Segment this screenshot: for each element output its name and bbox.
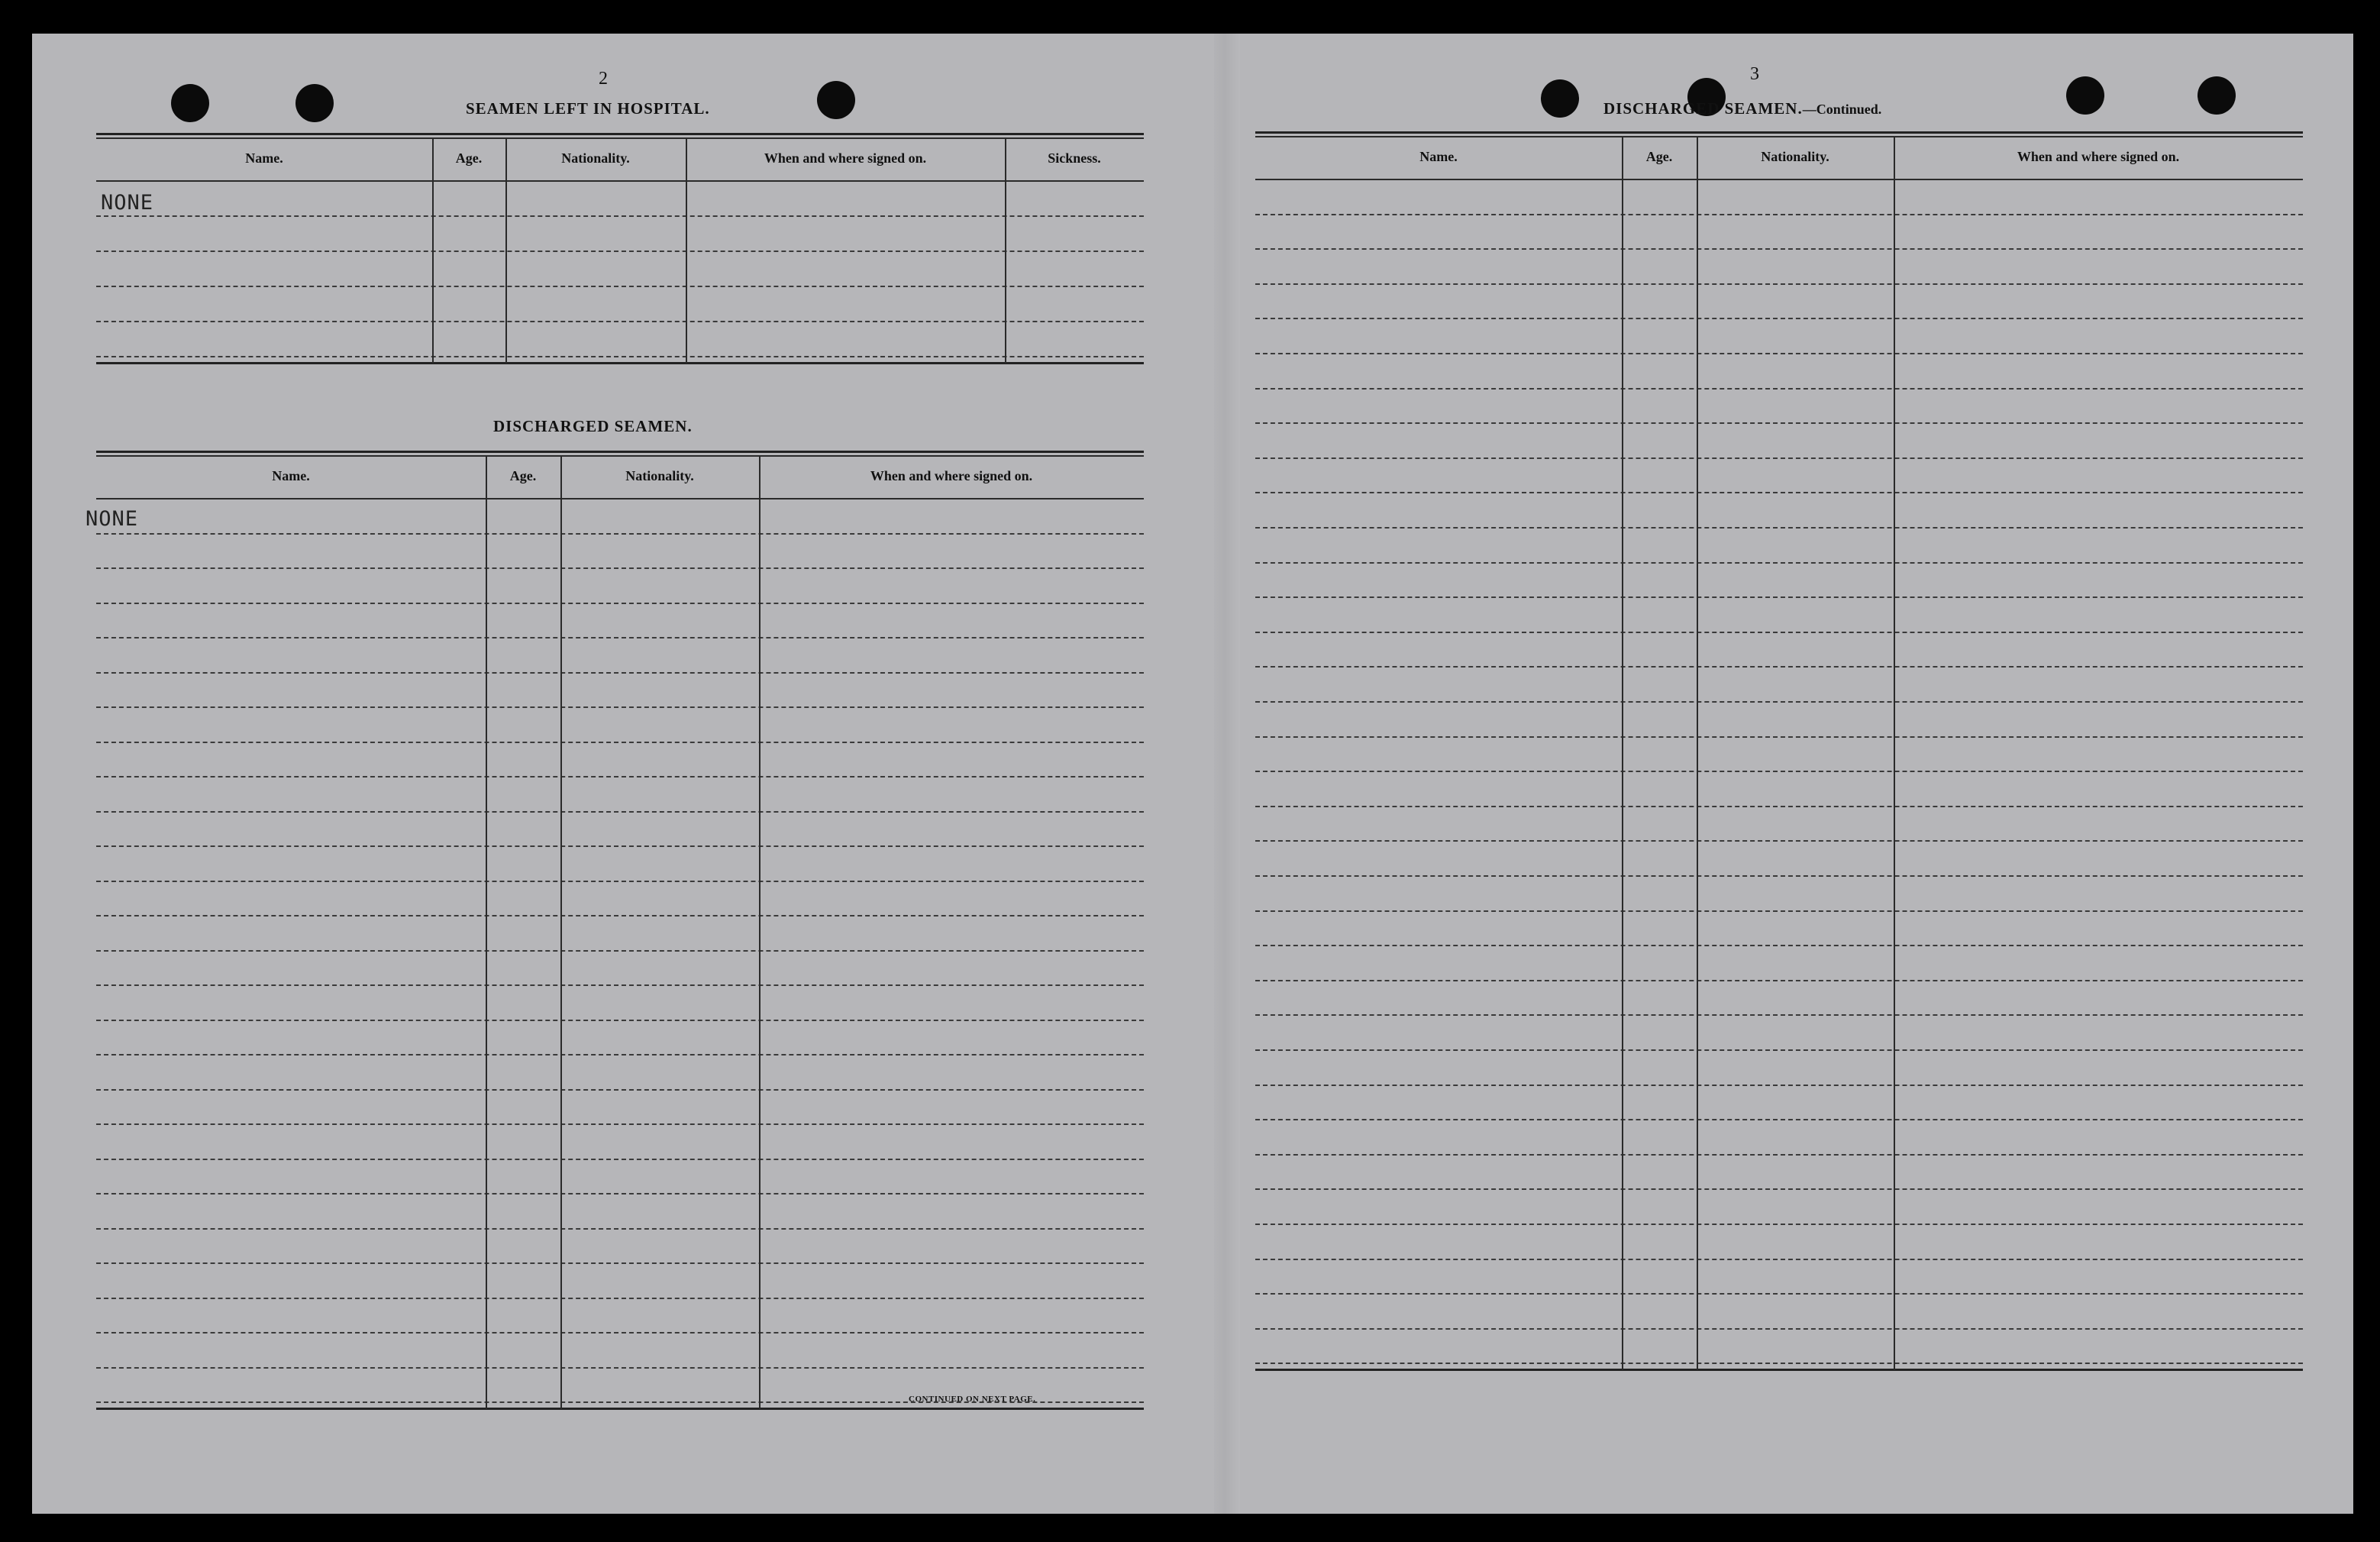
row-rule [96,915,1144,916]
row-rule [96,811,1144,813]
row-rule [1255,1328,2303,1330]
row-rule [1255,632,2303,633]
row-rule [96,251,1144,252]
column-header: Sickness. [1048,150,1101,166]
row-rule [1255,701,2303,703]
row-rule [1255,596,2303,598]
column-header: Nationality. [625,468,694,483]
row-rule [1255,318,2303,319]
row-rule [1255,1014,2303,1016]
table-top-rule-inner [96,455,1144,457]
row-rule [96,1123,1144,1125]
row-rule [96,950,1144,952]
row-rule [1255,1224,2303,1225]
column-header: When and where signed on. [764,150,927,166]
row-rule [96,603,1144,604]
ledger-sheet [32,34,2353,1514]
row-rule [1255,422,2303,424]
column-divider [505,137,507,364]
page-number: 3 [1750,64,1759,84]
punch-hole [2066,76,2104,115]
row-rule [1255,283,2303,285]
row-rule [1255,214,2303,215]
column-header: Name. [1419,149,1458,164]
column-header: Age. [1645,149,1673,164]
table-top-rule [96,133,1144,135]
table-bottom-rule [1255,1369,2303,1371]
discharged-section-title: DISCHARGED SEAMEN. [493,417,693,435]
header-bottom-rule [1255,179,2303,180]
column-header: Nationality. [1761,149,1829,164]
page-number: 2 [599,69,608,89]
row-rule [1255,457,2303,459]
row-rule [96,1089,1144,1091]
row-rule [1255,248,2303,250]
column-divider [1622,136,1623,1370]
row-rule [1255,353,2303,354]
table-top-rule [1255,131,2303,134]
column-header: When and where signed on. [2017,149,2180,164]
column-divider [1005,137,1006,364]
row-rule [96,1193,1144,1194]
column-header: Age. [455,150,483,166]
table-bottom-rule [96,362,1144,364]
row-rule [1255,1154,2303,1156]
row-rule [96,706,1144,708]
table-bottom-rule [96,1408,1144,1410]
row-rule [1255,945,2303,946]
table-top-rule-inner [96,137,1144,139]
row-rule [96,1367,1144,1369]
discharged-entry: NONE [86,507,139,531]
punch-hole [817,81,855,119]
column-divider [1894,136,1895,1370]
row-rule [96,742,1144,743]
row-rule [96,637,1144,638]
row-rule [1255,1293,2303,1295]
row-rule [1255,771,2303,772]
row-rule [1255,910,2303,912]
punch-hole [171,84,209,122]
page-fold [1214,34,1240,1514]
row-rule [1255,806,2303,807]
punch-hole [2198,76,2236,115]
row-rule [1255,840,2303,842]
table-top-rule-inner [1255,136,2303,137]
discharged-continued-title-text: DISCHARGED SEAMEN. [1603,99,1803,118]
row-rule [96,1262,1144,1264]
row-rule [96,1298,1144,1299]
column-divider [1697,136,1698,1370]
punch-hole [1541,79,1579,118]
row-rule [1255,1085,2303,1086]
row-rule [1255,1049,2303,1051]
continued-note: CONTINUED ON NEXT PAGE. [909,1395,1036,1404]
row-rule [1255,736,2303,738]
row-rule [96,1332,1144,1333]
punch-hole [295,84,334,122]
column-header: Nationality. [561,150,630,166]
column-divider [486,455,487,1409]
column-divider [432,137,434,364]
continued-suffix: —Continued. [1802,102,1882,117]
discharged-continued-title [1603,99,1881,118]
row-rule [96,286,1144,287]
discharged-seamen-table [96,451,1144,1457]
row-rule [1255,1259,2303,1260]
row-rule [96,1228,1144,1230]
row-rule [96,984,1144,986]
hospital-entry: NONE [101,191,154,215]
row-rule [96,1020,1144,1021]
row-rule [96,1054,1144,1055]
row-rule [1255,562,2303,564]
row-rule [1255,1188,2303,1190]
row-rule [1255,1363,2303,1364]
row-rule [96,533,1144,535]
row-rule [96,672,1144,674]
row-rule [1255,666,2303,668]
column-divider [560,455,562,1409]
column-divider [686,137,687,364]
row-rule [1255,980,2303,981]
column-header: Name. [245,150,283,166]
row-rule [96,215,1144,217]
header-bottom-rule [96,498,1144,499]
row-rule [96,567,1144,569]
row-rule [96,1159,1144,1160]
discharged-seamen-continued-table [1255,131,2303,1424]
table-top-rule [96,451,1144,453]
header-bottom-rule [96,180,1144,182]
row-rule [96,881,1144,882]
column-header: Name. [272,468,310,483]
row-rule [96,356,1144,357]
row-rule [1255,1119,2303,1120]
row-rule [1255,388,2303,390]
seamen-left-in-hospital-table [96,133,1144,438]
row-rule [1255,527,2303,529]
column-divider [759,455,761,1409]
row-rule [1255,875,2303,877]
row-rule [96,845,1144,847]
hospital-section-title: SEAMEN LEFT IN HOSPITAL. [466,99,710,118]
column-header: When and where signed on. [870,468,1033,483]
row-rule [96,776,1144,777]
row-rule [96,321,1144,322]
row-rule [1255,492,2303,493]
column-header: Age. [509,468,537,483]
